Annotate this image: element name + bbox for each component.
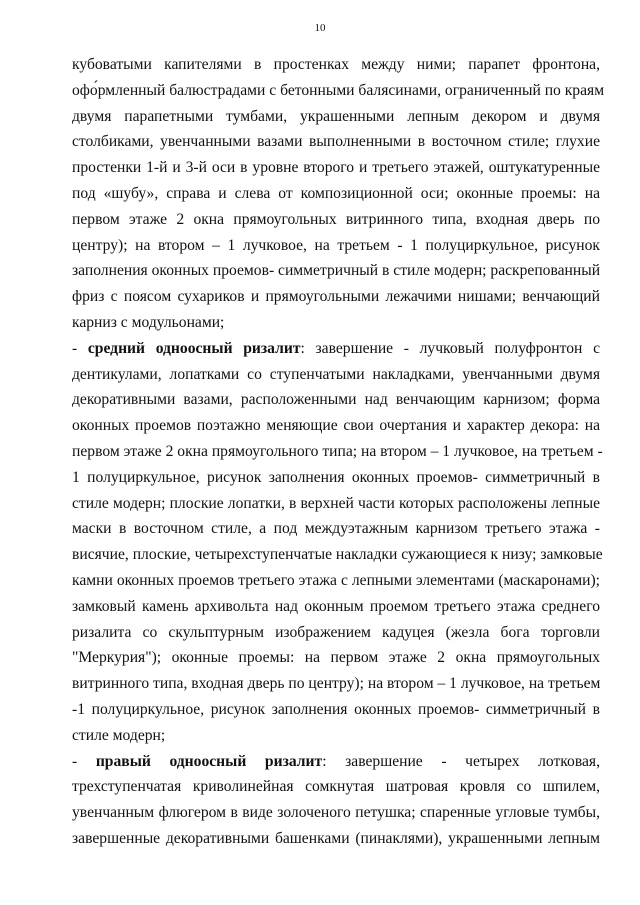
list-dash: - bbox=[72, 752, 78, 770]
text-line: 1 полуциркульное, рисунок заполнения оконных проемов- симметричный в bbox=[72, 468, 600, 486]
paragraph-right-risalit bbox=[72, 749, 600, 852]
text-line: камни оконных проемов третьего этажа с лепными элементами (маскаронами); bbox=[72, 571, 600, 589]
text-line: замковый камень архивольта над оконным проемом третьего этажа среднего bbox=[72, 597, 600, 615]
middle-risalit-heading: средний одноосный ризалит bbox=[87, 339, 301, 357]
text-line: декоративными вазами, расположенными над венчающим карнизом; форма bbox=[72, 391, 600, 409]
text-line: дентикулами, лопатками со ступенчатыми накладками, увенчанными двумя bbox=[72, 365, 600, 383]
text-line: двумя парапетными тумбами, украшенными лепным декором и двумя bbox=[72, 107, 600, 125]
text-line: висячие, плоские, четырехступенчатые накладки сужающиеся к низу; замковые bbox=[72, 546, 603, 564]
list-dash: - bbox=[72, 339, 78, 357]
text-line: карниз с модульонами; bbox=[72, 313, 225, 331]
text-line: офо́рмленный балюстрадами с бетонными балясинами, ограниченный по краям bbox=[72, 81, 605, 99]
text-line: стиле модерн; bbox=[72, 726, 166, 744]
text-line: кубоватыми капителями в простенках между ними; парапет фронтона, bbox=[72, 56, 600, 73]
middle-risalit-heading-line bbox=[72, 336, 600, 362]
text-line: завершенные декоративными башенками (пинаклями), украшенными лепным bbox=[72, 829, 600, 847]
paragraph-middle-risalit bbox=[72, 336, 603, 749]
text-line: "Меркурия"); оконные проемы: на первом этаже 2 окна прямоугольных bbox=[72, 649, 600, 667]
text-line: ризалита со скульптурным изображением кадуцея (жезла бога торговли bbox=[72, 623, 600, 641]
document-body bbox=[72, 52, 605, 852]
text-line: под «шубу», справа и слева от композиционной оси; оконные проемы: на bbox=[72, 184, 600, 202]
page-number: 10 bbox=[314, 22, 326, 34]
text-line: стиле модерн; плоские лопатки, в верхней части которых расположены лепные bbox=[72, 494, 600, 512]
text-line: заполнения оконных проемов- симметричный в стиле модерн; раскрепованный bbox=[72, 262, 601, 280]
right-risalit-heading: правый одноосный ризалит bbox=[95, 752, 323, 770]
middle-risalit-heading-rest: : завершение - лучковый полуфронтон с bbox=[300, 339, 600, 357]
text-line: первом этаже 2 окна прямоугольных витринного типа, входная дверь по bbox=[72, 210, 600, 228]
right-risalit-heading-line bbox=[72, 749, 600, 775]
text-line: -1 полуциркульное, рисунок заполнения оконных проемов- симметричный в bbox=[72, 700, 600, 718]
text-line: витринного типа, входная дверь по центру); на втором – 1 лучковое, на третьем bbox=[72, 675, 601, 693]
text-line: простенки 1-й и 3-й оси в уровне второго и третьего этажей, оштукатуренные bbox=[72, 159, 600, 177]
text-line: центру); на втором – 1 лучковое, на третьем - 1 полуциркульное, рисунок bbox=[72, 236, 600, 254]
paragraph-facade-continuation bbox=[72, 52, 605, 336]
text-line: первом этаже 2 окна прямоугольного типа; на втором – 1 лучковое, на третьем - bbox=[72, 442, 603, 460]
text-line: оконных проемов поэтажно меняющие свои очертания и характер декора: на bbox=[72, 417, 600, 435]
text-line: трехступенчатая криволинейная сомкнутая шатровая кровля со шпилем, bbox=[72, 778, 600, 796]
right-risalit-heading-rest: : завершение - четырех лотковая, bbox=[322, 752, 601, 770]
text-line: увенчанным флюгером в виде золоченого петушка; спаренные угловые тумбы, bbox=[72, 804, 600, 822]
text-line: столбиками, увенчанными вазами выполненными в восточном стиле; глухие bbox=[72, 133, 600, 151]
text-line: маски в восточном стиле, а под междуэтажным карнизом третьего этажа - bbox=[72, 520, 600, 538]
text-line: фриз с поясом сухариков и прямоугольными лежачими нишами; венчающий bbox=[72, 288, 600, 306]
